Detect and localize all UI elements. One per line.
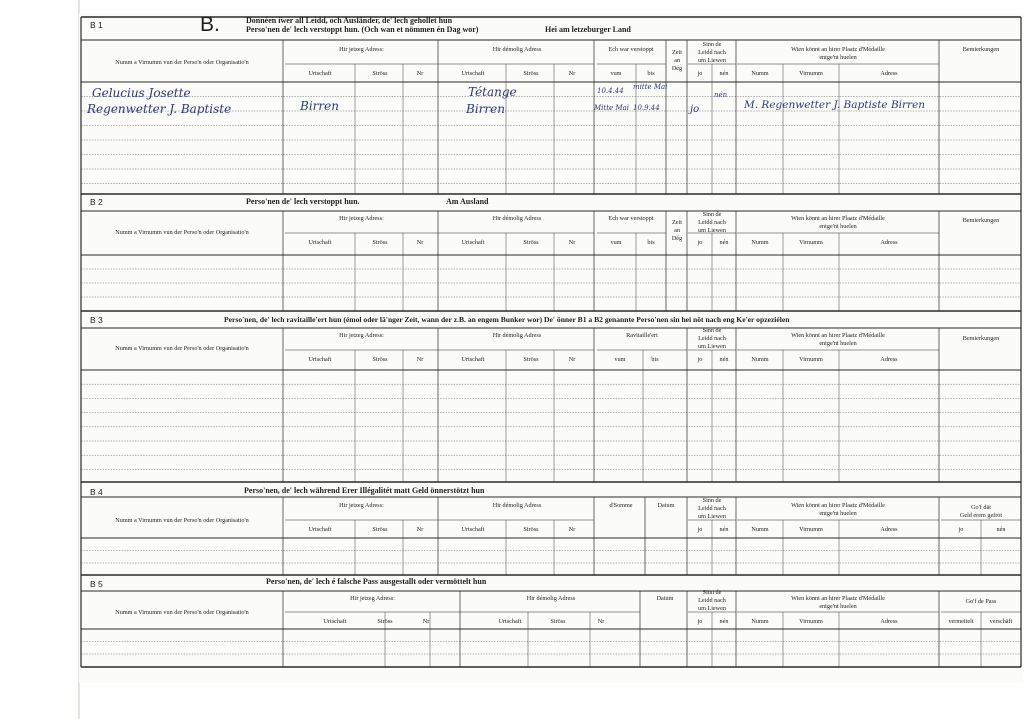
- b3-header-current-address: Hir jetzeg Adress:: [339, 332, 384, 339]
- b5-header-medal-2: entge'nt huelen: [819, 603, 857, 610]
- entry-from-2: Mitte Mai: [594, 104, 629, 112]
- b3-header-risk-1: Sinn de: [702, 327, 722, 334]
- b1-header-hidden: Ech war verstoppt: [608, 46, 654, 53]
- b4-header-medal-address: Adress: [880, 526, 898, 533]
- b4-header-no: nén: [719, 526, 729, 533]
- b4-title: Perso'nen, de' lech während Erer Illégalitét matt Geld önnerstötzt hun: [244, 486, 485, 495]
- b3-header-yes: jo: [697, 356, 703, 363]
- b1-header-former-locality: Urtschaft: [461, 70, 485, 77]
- b1-header-former-number: Nr: [568, 70, 576, 77]
- b2-header-days-3: Dég: [671, 235, 683, 242]
- b5-header-yes: jo: [697, 618, 703, 625]
- b3-header-to: bis: [651, 356, 659, 363]
- b1-header-medal-1: Wien könnt an hirer Plaatz d'Médaille: [791, 46, 885, 53]
- b4-header-former-address: Hir démolig Adress: [492, 502, 542, 509]
- b1-header-medal-name: Numm: [751, 70, 769, 77]
- b2-header-no: nén: [719, 239, 729, 246]
- b3-header-medal-2: entge'nt huelen: [819, 340, 857, 347]
- b4-header-money-1: Go'f dät: [971, 504, 991, 511]
- entry-to-1: mitte Mai: [633, 83, 668, 91]
- b2-header-remarks: Bemierkungen: [962, 217, 1000, 224]
- b4-header-medal-name: Numm: [751, 526, 769, 533]
- b3-header-no: nén: [719, 356, 729, 363]
- b4-header-risk-3: um Liewen: [697, 513, 726, 520]
- b4-header-former-locality: Urtschaft: [461, 526, 485, 533]
- b4-header-current-street: Ströss: [372, 526, 388, 533]
- b4-header-medal-2: entge'nt huelen: [819, 510, 857, 517]
- entry-from-1: 10.4.44: [597, 87, 624, 95]
- b1-header-current-street: Ströss: [372, 70, 388, 77]
- b4-header-medal-1: Wien könnt an hirer Plaatz d'Médaille: [791, 502, 885, 509]
- b1-header-medal-firstname: Virnumm: [799, 70, 823, 77]
- b5-header-medal-1: Wien könnt an hirer Plaatz d'Médaille: [791, 595, 885, 602]
- b1-header-no: nén: [719, 70, 729, 77]
- b3-header-risk-2: Leidd nach: [698, 335, 726, 342]
- b1-title-line2: Perso'nen de' lech verstoppt hun. (Och wan et nömmen én Dag wor): [246, 25, 479, 34]
- b3-header-current-street: Ströss: [372, 356, 388, 363]
- b2-header-current-number: Nr: [416, 239, 424, 246]
- entry-risk-yes: jo: [690, 104, 700, 115]
- b5-header-medal-name: Numm: [751, 618, 769, 625]
- b2-header-medal-name: Numm: [751, 239, 769, 246]
- entry-medal-recipient: M. Regenwetter J. Baptiste Birren: [744, 99, 926, 111]
- b1-header-risk-1: Sinn de: [702, 41, 722, 48]
- entry-current-locality: Birren: [300, 99, 339, 113]
- b3-title: Perso'nen, de' lech ravitaille'ert hun (émol oder lä'nger Zeit, wann der z.B. an engem Bunker wor) De' önner B1 a B2 genannte Perso'nen sin hei nöt nach eng Ke'er opzeziélen: [224, 315, 790, 324]
- b5-header-former-locality: Urtschaft: [498, 618, 522, 625]
- b3-header-former-number: Nr: [568, 356, 576, 363]
- b5-header-risk-1: Sinn de: [702, 589, 722, 596]
- b4-header-amount: d'Somme: [609, 502, 633, 509]
- b2-section-id: B 2: [90, 197, 103, 207]
- b5-header-pass: Go'f de Pass: [965, 598, 997, 605]
- b5-header-current-address: Hir jetzeg Adress:: [350, 595, 395, 602]
- b5-header-name: Numm a Virnumm vun der Perso'n oder Organisatio'n: [115, 609, 249, 616]
- b1-header-remarks: Bemierkungen: [962, 46, 1000, 53]
- b4-header-money-no: nén: [996, 526, 1006, 533]
- b4-header-risk-1: Sinn de: [702, 497, 722, 504]
- b5-header-medal-address: Adress: [880, 618, 898, 625]
- b2-header-current-locality: Urtschaft: [308, 239, 332, 246]
- b2-header-hidden: Ech war verstoppt: [608, 215, 654, 222]
- b4-section-id: B 4: [90, 487, 103, 497]
- b3-header-current-number: Nr: [416, 356, 424, 363]
- b3-header-former-address: Hir démolig Adress: [492, 332, 542, 339]
- b4-header-medal-firstname: Virnumm: [799, 526, 823, 533]
- b5-header-medal-firstname: Virnumm: [799, 618, 823, 625]
- entry-to-2: 10.9.44: [633, 104, 660, 112]
- b1-header-to: bis: [647, 70, 655, 77]
- b2-header-yes: jo: [697, 239, 703, 246]
- b1-header-medal-address: Adress: [880, 70, 898, 77]
- b1-header-risk-3: um Liewen: [697, 57, 726, 64]
- b1-header-days-2: an: [674, 57, 680, 64]
- b2-header-medal-firstname: Virnumm: [799, 239, 823, 246]
- b2-title-right: Am Ausland: [446, 197, 489, 206]
- b2-header-days-1: Zeit: [672, 219, 682, 226]
- b5-header-no: nén: [719, 618, 729, 625]
- form-letter: B.: [200, 13, 220, 36]
- b5-header-current-locality: Urtschaft: [323, 618, 347, 625]
- b5-title: Perso'nen, de' lech é falsche Pass ausgestallt oder vermöttelt hun: [266, 577, 487, 586]
- b2-header-former-number: Nr: [568, 239, 576, 246]
- b3-header-risk-3: um Liewen: [697, 343, 726, 350]
- entry-former-locality-2: Birren: [466, 102, 505, 116]
- entry-name-line1: Gelucius Josette: [92, 86, 191, 100]
- b3-header-former-street: Ströss: [523, 356, 539, 363]
- b5-header-former-number: Nr: [597, 618, 605, 625]
- b2-header-medal-2: entge'nt huelen: [819, 223, 857, 230]
- b1-header-current-address: Hir jetzeg Adress:: [339, 46, 384, 53]
- entry-risk-no: nén: [714, 91, 728, 99]
- b4-header-current-locality: Urtschaft: [308, 526, 332, 533]
- b5-header-current-street: Ströss: [377, 618, 393, 625]
- b1-title-right: Hei am letzeburger Land: [545, 25, 631, 34]
- b1-header-former-street: Ströss: [523, 70, 539, 77]
- b1-section-id: B 1: [90, 20, 103, 30]
- b1-header-days-1: Zeit: [672, 49, 682, 56]
- b2-header-current-address: Hir jetzeg Adress:: [339, 215, 384, 222]
- b1-header-days-3: Dég: [671, 65, 683, 72]
- b1-header-former-address: Hir démolig Adress: [492, 46, 542, 53]
- b3-header-supplied: Ravitaille'ert: [626, 332, 658, 339]
- b4-header-current-address: Hir jetzeg Adress:: [339, 502, 384, 509]
- b4-header-former-street: Ströss: [523, 526, 539, 533]
- b4-header-yes: jo: [697, 526, 703, 533]
- b2-header-former-locality: Urtschaft: [461, 239, 485, 246]
- b3-header-medal-firstname: Virnumm: [799, 356, 823, 363]
- b2-header-former-street: Ströss: [523, 239, 539, 246]
- b3-header-former-locality: Urtschaft: [461, 356, 485, 363]
- b5-header-former-street: Ströss: [550, 618, 566, 625]
- b4-header-risk-2: Leidd nach: [698, 505, 726, 512]
- b2-header-medal-1: Wien könnt an hirer Plaatz d'Médaille: [791, 215, 885, 222]
- b4-header-date: Datum: [657, 502, 675, 509]
- b3-header-current-locality: Urtschaft: [308, 356, 332, 363]
- b1-header-from: vum: [610, 70, 622, 77]
- b3-header-medal-name: Numm: [751, 356, 769, 363]
- b2-header-risk-1: Sinn de: [702, 211, 722, 218]
- b5-header-former-address: Hir démolig Adress: [526, 595, 576, 602]
- b1-header-current-number: Nr: [416, 70, 424, 77]
- b3-header-medal-address: Adress: [880, 356, 898, 363]
- b5-header-risk-2: Leidd nach: [698, 597, 726, 604]
- b5-header-pass-issued: vermettelt: [948, 618, 974, 625]
- b1-header-current-locality: Urtschaft: [308, 70, 332, 77]
- b2-header-days-2: an: [674, 227, 680, 234]
- b5-header-risk-3: um Liewen: [697, 605, 726, 612]
- b2-header-to: bis: [647, 239, 655, 246]
- entry-former-locality-1: Tétange: [468, 85, 517, 99]
- b4-header-name: Numm a Virnumm vun der Perso'n oder Organisatio'n: [115, 517, 249, 524]
- b3-section-id: B 3: [90, 315, 103, 325]
- b3-header-name: Numm a Virnumm vun der Perso'n oder Organisatio'n: [115, 345, 249, 352]
- b2-header-risk-3: um Liewen: [697, 227, 726, 234]
- b4-header-current-number: Nr: [416, 526, 424, 533]
- b5-header-pass-forged: verschäft: [989, 618, 1013, 625]
- b4-header-money-yes: jo: [958, 526, 964, 533]
- b2-header-medal-address: Adress: [880, 239, 898, 246]
- b4-header-money-2: Geld erem gefrot: [959, 512, 1003, 519]
- b1-header-risk-2: Leidd nach: [698, 49, 726, 56]
- b2-header-former-address: Hir démolig Adress: [492, 215, 542, 222]
- b2-header-current-street: Ströss: [372, 239, 388, 246]
- b3-header-remarks: Bemierkungen: [962, 335, 1000, 342]
- b1-title-line1: Donnéen iwer all Leidd, och Ausländer, de' lech gehollet hun: [246, 16, 453, 25]
- b5-section-id: B 5: [90, 579, 103, 589]
- b3-header-medal-1: Wien könnt an hirer Plaatz d'Médaille: [791, 332, 885, 339]
- entry-name-line2: Regenwetter J. Baptiste: [87, 102, 232, 116]
- b5-header-date: Datum: [656, 595, 674, 602]
- b1-header-yes: jo: [697, 70, 703, 77]
- b3-header-from: vum: [614, 356, 626, 363]
- b1-header-medal-2: entge'nt huelen: [819, 54, 857, 61]
- b1-header-name: Numm a Virnumm vun der Perso'n oder Organisatio'n: [115, 59, 249, 66]
- b2-title: Perso'nen de' lech verstoppt hun.: [246, 197, 360, 206]
- b2-header-name: Numm a Virnumm vun der Perso'n oder Organisatio'n: [115, 229, 249, 236]
- b2-header-risk-2: Leidd nach: [698, 219, 726, 226]
- b5-header-current-number: Nr: [422, 618, 430, 625]
- b2-header-from: vum: [610, 239, 622, 246]
- b4-header-former-number: Nr: [568, 526, 576, 533]
